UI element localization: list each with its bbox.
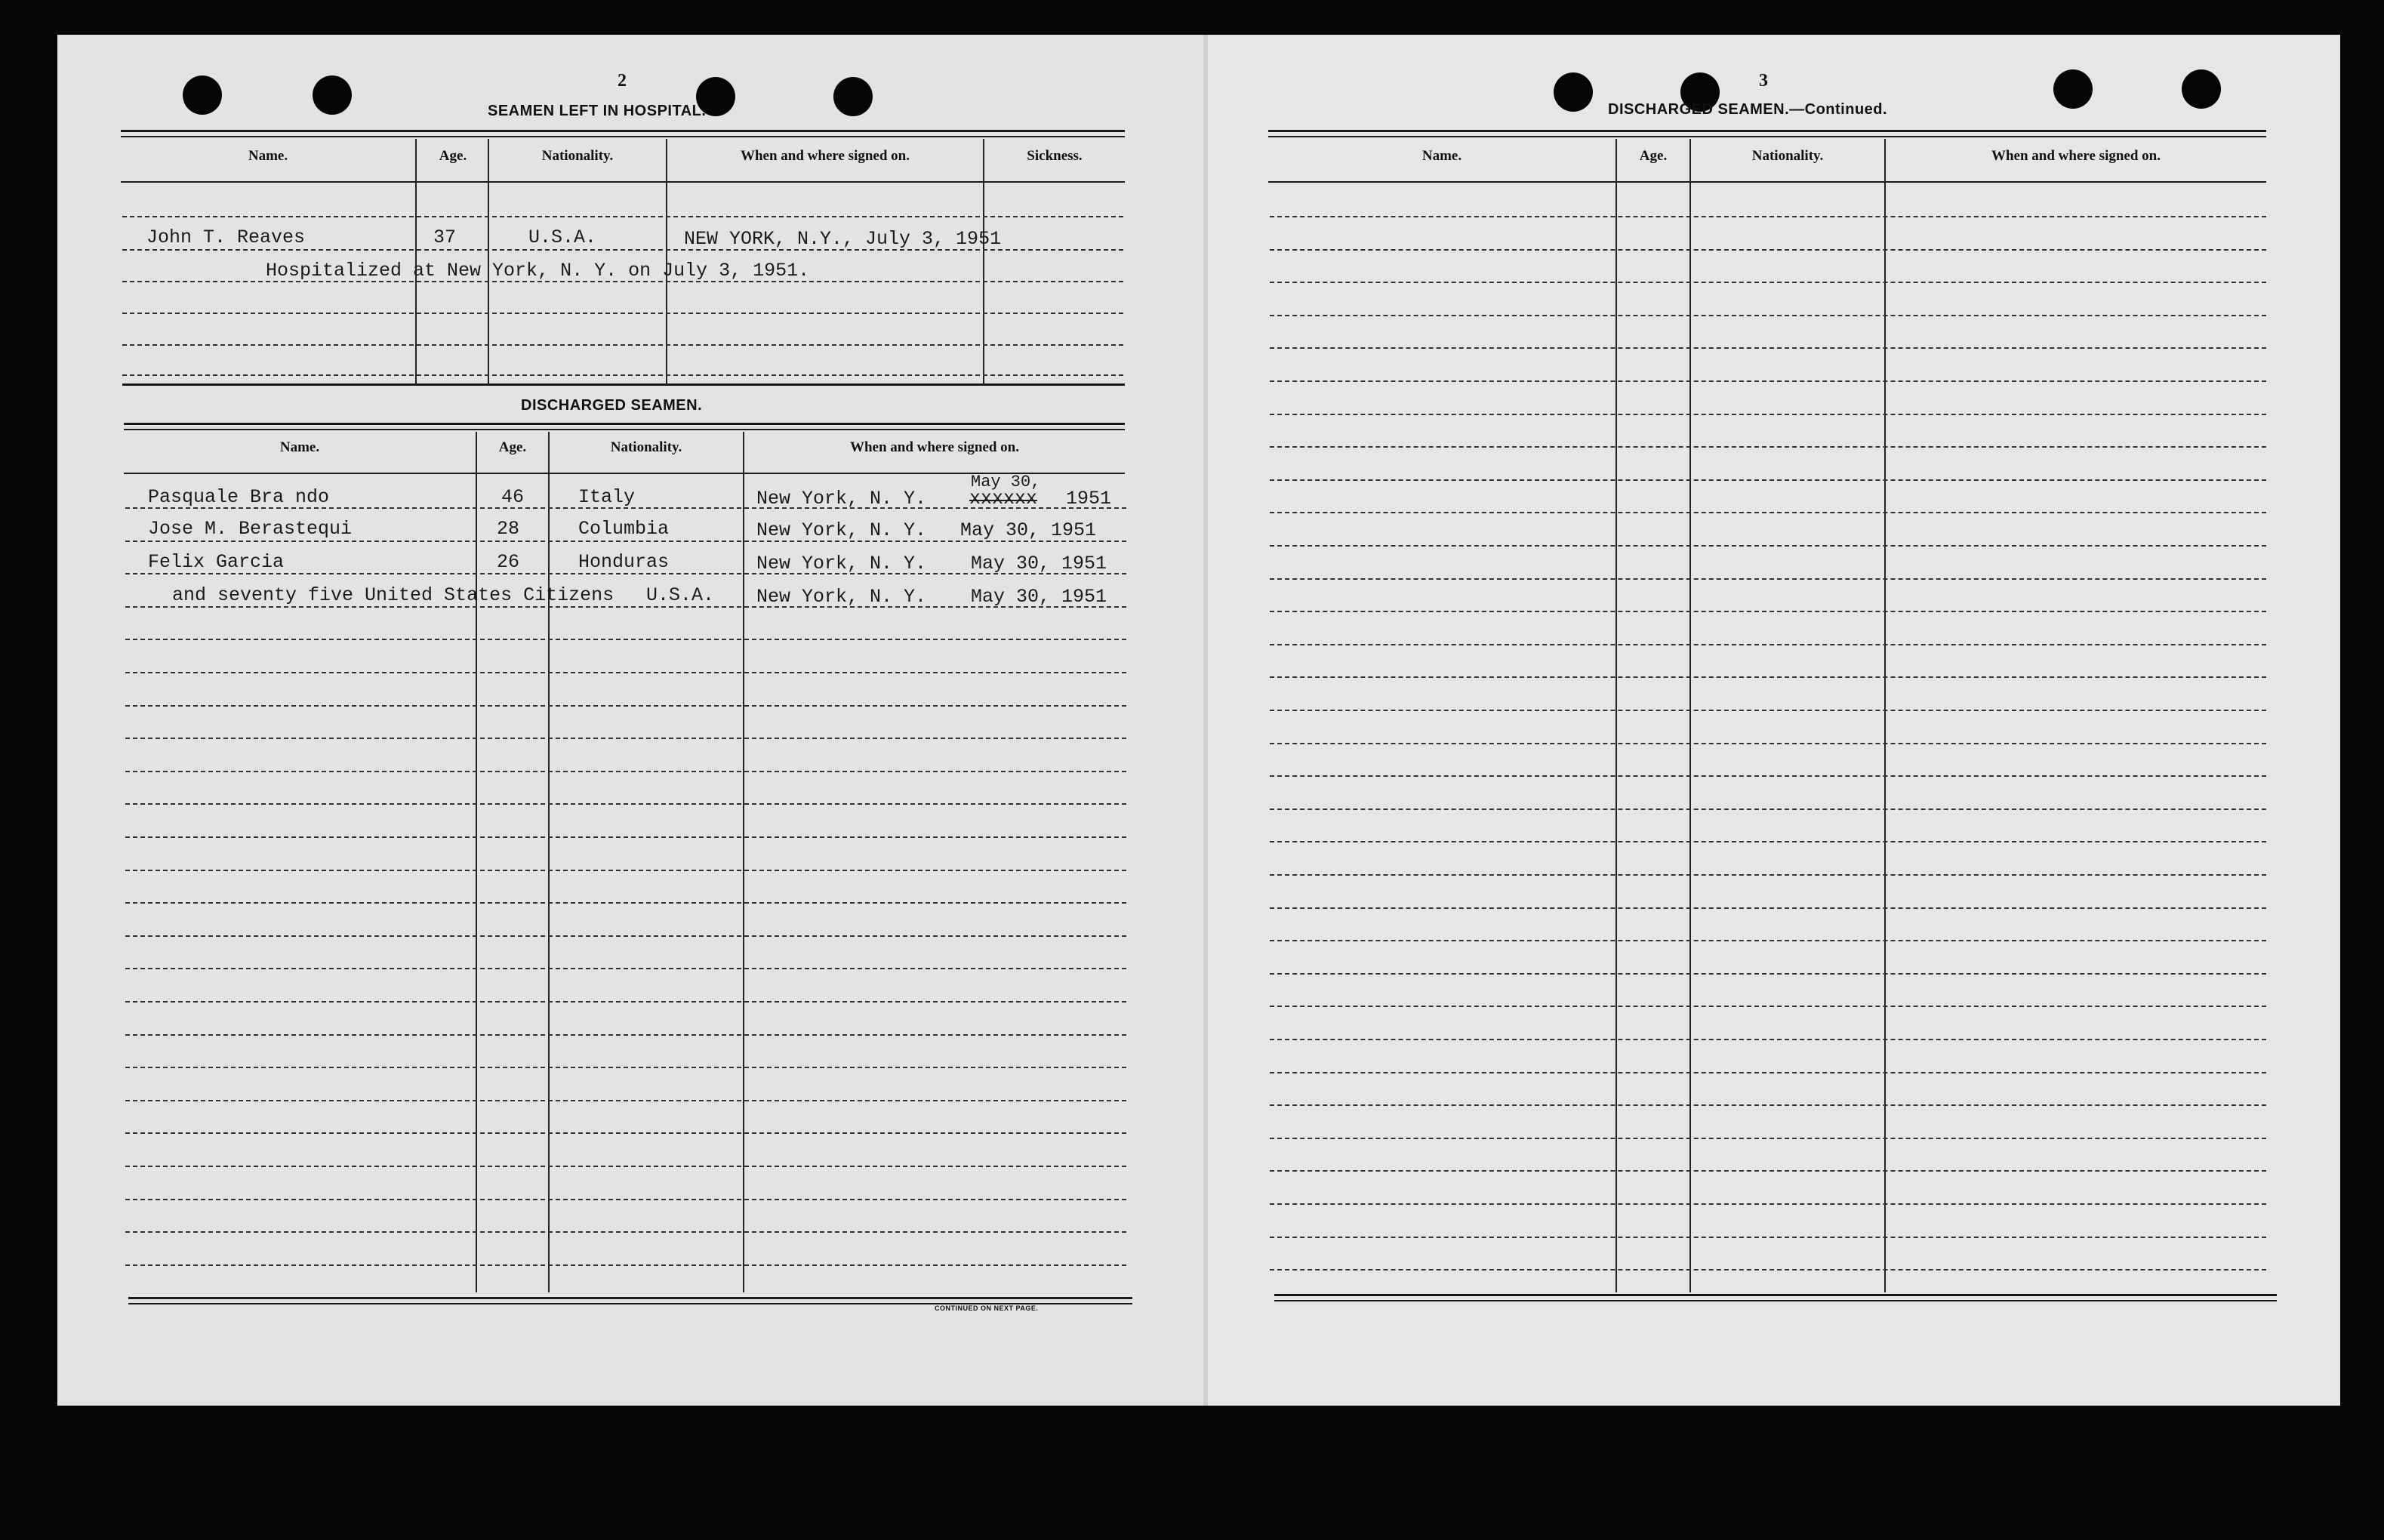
- dotted-row-line: [1270, 578, 2266, 580]
- discharged-place: New York, N. Y.: [756, 519, 927, 541]
- discharged-date: May 30, 1951: [960, 519, 1097, 541]
- dotted-row-line: [1270, 1039, 2266, 1040]
- col-header-nationality: Nationality.: [610, 439, 682, 455]
- dotted-row-line: [1270, 644, 2266, 645]
- hospital-name: John T. Reaves: [146, 226, 306, 248]
- dotted-row-line: [1270, 940, 2266, 941]
- dotted-row-line: [1270, 414, 2266, 415]
- discharged-age: 28: [497, 518, 520, 540]
- dotted-row-line: [1270, 249, 2266, 251]
- discharged-nationality: Honduras: [578, 551, 670, 573]
- hospital-nationality: U.S.A.: [528, 226, 597, 248]
- dotted-row-line: [125, 1001, 1126, 1003]
- rule: [122, 383, 1125, 386]
- page-fold: [1203, 35, 1208, 1406]
- rule: [121, 136, 1125, 137]
- dotted-row-line: [1270, 1072, 2266, 1073]
- punch-hole: [313, 75, 352, 115]
- dotted-row-line: [125, 836, 1126, 838]
- dotted-row-line: [1270, 973, 2266, 975]
- dotted-row-line: [1270, 315, 2266, 316]
- dotted-row-line: [125, 803, 1126, 805]
- discharged-place: New York, N. Y.: [756, 488, 927, 510]
- dotted-row-line: [125, 1231, 1126, 1233]
- col-header-age: Age.: [1639, 148, 1668, 164]
- dotted-row-line: [125, 672, 1126, 673]
- footer-note: CONTINUED ON NEXT PAGE.: [935, 1304, 1039, 1312]
- dotted-row-line: [1270, 710, 2266, 711]
- column-divider: [983, 139, 984, 385]
- discharged-year: 1951: [1066, 488, 1112, 510]
- dotted-row-line: [1270, 743, 2266, 744]
- col-header-signed-on: When and where signed on.: [740, 148, 910, 164]
- dotted-row-line: [125, 1264, 1126, 1266]
- dotted-row-line: [122, 344, 1123, 346]
- rule: [1274, 1300, 2277, 1301]
- column-divider: [743, 432, 744, 1292]
- rule: [1268, 181, 2266, 183]
- hospital-note: Hospitalized at New York, N. Y. on July 3, 1951.: [266, 260, 810, 282]
- dotted-row-line: [125, 1067, 1126, 1068]
- dotted-row-line: [125, 1034, 1126, 1036]
- col-header-nationality: Nationality.: [541, 148, 614, 164]
- punch-hole: [2182, 69, 2221, 109]
- dotted-row-line: [125, 771, 1126, 772]
- hospital-age: 37: [433, 226, 457, 248]
- dotted-row-line: [1270, 512, 2266, 513]
- discharged-name: Jose M. Berastequi: [148, 518, 353, 540]
- col-header-name: Name.: [279, 439, 320, 455]
- discharged-date-insert: May 30,: [971, 473, 1041, 491]
- right-section-title: DISCHARGED SEAMEN.—Continued.: [1608, 101, 1888, 118]
- dotted-row-line: [1270, 545, 2266, 547]
- dotted-row-line: [1270, 1203, 2266, 1205]
- summary-text: and seventy five United States Citizens: [172, 584, 614, 606]
- dotted-row-line: [1270, 874, 2266, 876]
- dotted-row-line: [1270, 676, 2266, 678]
- dotted-row-line: [1270, 808, 2266, 810]
- dotted-row-line: [1270, 1138, 2266, 1139]
- dotted-row-line: [1270, 216, 2266, 217]
- right-page: [1206, 35, 2340, 1406]
- dotted-row-line: [125, 1199, 1126, 1200]
- dotted-row-line: [1270, 479, 2266, 481]
- dotted-row-line: [125, 1132, 1126, 1134]
- column-divider: [1689, 139, 1691, 1292]
- dotted-row-line: [1270, 446, 2266, 448]
- dotted-row-line: [125, 639, 1126, 640]
- discharged-nationality: Italy: [578, 486, 636, 508]
- col-header-age: Age.: [498, 439, 527, 455]
- dotted-row-line: [125, 870, 1126, 871]
- discharged-age: 46: [501, 486, 525, 508]
- column-divider: [1616, 139, 1617, 1292]
- discharged-age: 26: [497, 551, 520, 573]
- dotted-row-line: [1270, 1170, 2266, 1172]
- rule: [124, 423, 1125, 425]
- dotted-row-line: [125, 902, 1126, 904]
- dotted-row-line: [1270, 907, 2266, 909]
- discharged-nationality: Columbia: [578, 518, 670, 540]
- rule: [121, 181, 1125, 183]
- dotted-row-line: [1270, 841, 2266, 842]
- dotted-row-line: [1270, 775, 2266, 777]
- rule: [1268, 136, 2266, 137]
- hospital-section-title: SEAMEN LEFT IN HOSPITAL.: [488, 103, 707, 119]
- summary-nationality: U.S.A.: [646, 584, 715, 606]
- punch-hole: [2053, 69, 2093, 109]
- page-number: 3: [1759, 71, 1768, 91]
- punch-hole: [1554, 72, 1593, 112]
- punch-hole: [833, 77, 873, 116]
- rule: [128, 1297, 1132, 1299]
- dotted-row-line: [1270, 1104, 2266, 1106]
- dotted-row-line: [1270, 282, 2266, 283]
- dotted-row-line: [122, 313, 1123, 314]
- col-header-name: Name.: [248, 148, 288, 164]
- col-header-age: Age.: [439, 148, 467, 164]
- dotted-row-line: [125, 738, 1126, 739]
- dotted-row-line: [1270, 347, 2266, 349]
- col-header-name: Name.: [1421, 148, 1462, 164]
- rule: [1274, 1294, 2277, 1296]
- dotted-row-line: [125, 1100, 1126, 1101]
- column-divider: [548, 432, 550, 1292]
- col-header-nationality: Nationality.: [1751, 148, 1824, 164]
- discharged-section-title: DISCHARGED SEAMEN.: [521, 397, 703, 414]
- page-number: 2: [618, 71, 627, 91]
- column-divider: [1884, 139, 1886, 1292]
- hospital-signed-on: NEW YORK, N.Y., July 3, 1951: [684, 228, 1002, 250]
- discharged-name: Felix Garcia: [148, 551, 285, 573]
- dotted-row-line: [1270, 1237, 2266, 1238]
- dotted-row-line: [1270, 611, 2266, 612]
- dotted-row-line: [125, 705, 1126, 707]
- discharged-date-struck: xxxxxx: [969, 488, 1038, 510]
- punch-hole: [183, 75, 222, 115]
- discharged-date: May 30, 1951: [971, 553, 1107, 574]
- summary-place: New York, N. Y.: [756, 586, 927, 608]
- dotted-row-line: [1270, 1006, 2266, 1007]
- col-header-signed-on: When and where signed on.: [849, 439, 1019, 455]
- dotted-row-line: [122, 216, 1123, 217]
- rule: [124, 429, 1125, 430]
- dotted-row-line: [125, 968, 1126, 969]
- col-header-sickness: Sickness.: [1027, 148, 1083, 164]
- discharged-name: Pasquale Bra ndo: [148, 486, 330, 508]
- discharged-place: New York, N. Y.: [756, 553, 927, 574]
- rule: [1268, 130, 2266, 132]
- summary-date: May 30, 1951: [971, 586, 1107, 608]
- rule: [121, 130, 1125, 132]
- dotted-row-line: [122, 374, 1123, 376]
- dotted-row-line: [1270, 1269, 2266, 1270]
- dotted-row-line: [125, 1166, 1126, 1167]
- column-divider: [476, 432, 477, 1292]
- dotted-row-line: [1270, 380, 2266, 382]
- dotted-row-line: [125, 935, 1126, 937]
- col-header-signed-on: When and where signed on.: [1991, 148, 2161, 164]
